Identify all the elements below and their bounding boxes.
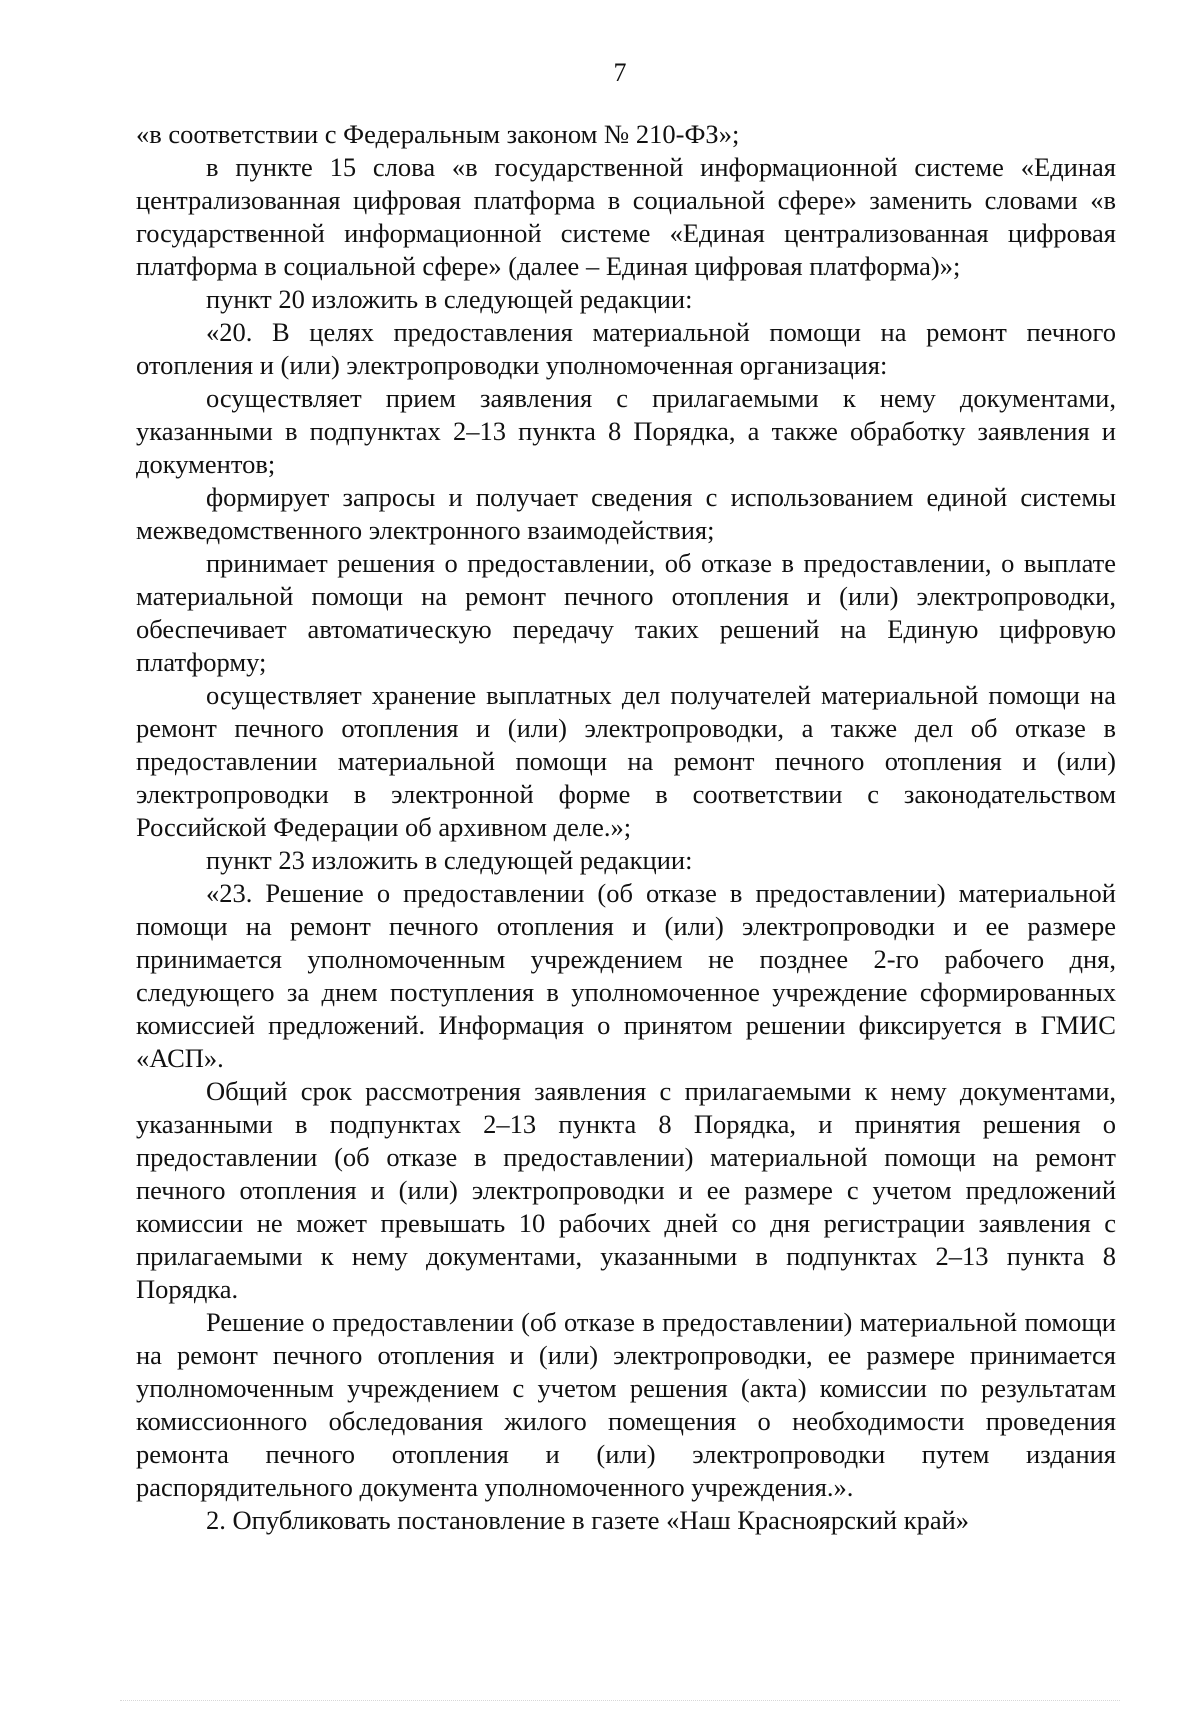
paragraph-11: Общий срок рассмотрения заявления с прилагаемыми к нему документами, указанными в подпунктах 2–13 пункта 8 Порядка, и принятия решения о предоставлении (об отказе в предоставлении) материальной помощи на ремонт печного отопления и (или) электропроводки и ее размере с учетом предложений комиссии не может превышать 10 рабочих дней со дня регистрации заявления с прилагаемыми к нему документами, указанными в подпунктах 2–13 пункта 8 Порядка. <box>136 1076 1116 1304</box>
paragraph-3: пункт 20 изложить в следующей редакции: <box>206 284 693 314</box>
paragraph-10: «23. Решение о предоставлении (об отказе в предоставлении) материальной помощи на ремонт печного отопления и (или) электропроводки и ее размере принимается уполномоченным учреждением не позднее 2-го рабочего дня, следующего за днем поступления в уполномоченное учреждение сформированных комиссией предложений. Информация о принятом решении фиксируется в ГМИС «АСП». <box>136 878 1116 1073</box>
paragraph-5: осуществляет прием заявления с прилагаемыми к нему документами, указанными в подпунктах 2–13 пункта 8 Порядка, а также обработку заявления и документов; <box>136 383 1116 479</box>
scan-artifact-line <box>120 1700 1120 1703</box>
paragraph-1: «в соответствии с Федеральным законом № 210-ФЗ»; <box>136 119 740 149</box>
paragraph-13: 2. Опубликовать постановление в газете «Наш Красноярский край» <box>206 1505 970 1535</box>
paragraph-2: в пункте 15 слова «в государственной информационной системе «Единая централизованная цифровая платформа в социальной сфере» заменить словами «в государственной информационной системе «Единая централизованная цифровая платформа в социальной сфере» (далее – Единая цифровая платформа)»; <box>136 152 1116 281</box>
paragraph-12: Решение о предоставлении (об отказе в предоставлении) материальной помощи на ремонт печного отопления и (или) электропроводки, ее размере принимается уполномоченным учреждением с учетом решения (акта) комиссии по результатам комиссионного обследования жилого помещения о необходимости проведения ремонта печного отопления и (или) электропроводки путем издания распорядительного документа уполномоченного учреждения.». <box>136 1307 1116 1502</box>
paragraph-9: пункт 23 изложить в следующей редакции: <box>206 845 693 875</box>
paragraph-6: формирует запросы и получает сведения с использованием единой системы межведомственного электронного взаимодействия; <box>136 482 1116 545</box>
paragraph-7: принимает решения о предоставлении, об отказе в предоставлении, о выплате материальной помощи на ремонт печного отопления и (или) электропроводки, обеспечивает автоматическую передачу таких решений на Единую цифровую платформу; <box>136 548 1116 677</box>
document-body <box>136 118 1116 1537</box>
paragraph-8: осуществляет хранение выплатных дел получателей материальной помощи на ремонт печного отопления и (или) электропроводки, а также дел об отказе в предоставлении материальной помощи на ремонт печного отопления и (или) электропроводки в электронной форме в соответствии с законодательством Российской Федерации об архивном деле.»; <box>136 680 1116 842</box>
paragraph-4: «20. В целях предоставления материальной помощи на ремонт печного отопления и (или) электропроводки уполномоченная организация: <box>136 317 1116 380</box>
page-number: 7 <box>613 58 627 87</box>
